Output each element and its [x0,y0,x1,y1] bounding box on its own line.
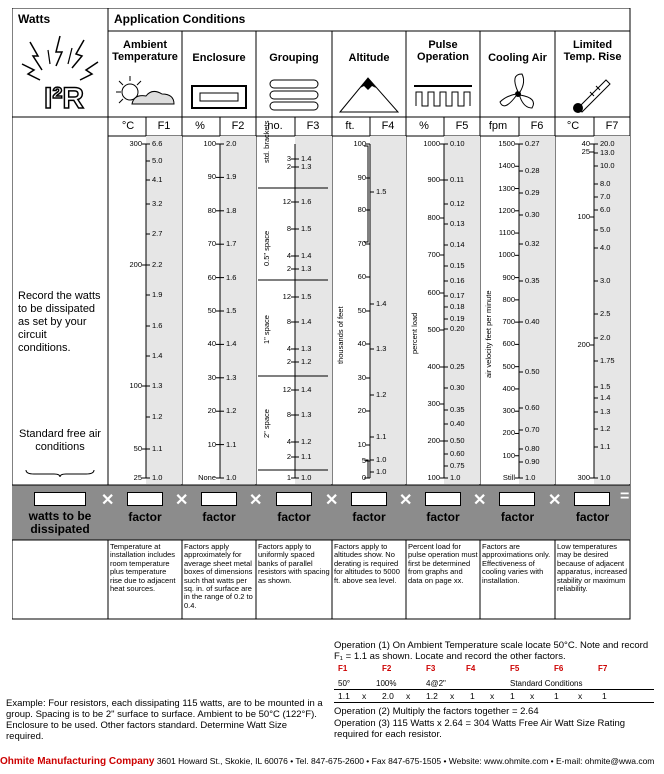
col-title-limited: Limited Temp. Rise [563,39,622,63]
scale-label: 40 [357,339,366,348]
scale-label: 1.3 [301,264,312,273]
unit-limited-f7: F7 [605,120,619,132]
scale-label: 1.6 [301,197,312,206]
scale-label: 1.3 [600,407,611,416]
scale-label: 1.5 [600,382,611,391]
scale-label: 1400 [498,161,515,171]
scale-label: 0.60 [450,449,465,458]
col-title-grouping: Grouping [269,52,319,64]
scale-label: 2.0 [226,139,237,148]
scale-label: 12 [282,385,291,394]
scale-label: 0.90 [525,457,540,466]
scale-label: 2.2 [152,260,163,269]
unit-altitude-ft: ft. [345,120,355,132]
scale-label: 90 [357,173,366,182]
col-title-altitude: Altitude [348,52,390,64]
scale-label: 0.28 [525,166,540,175]
factor-value: x [362,691,367,701]
cooling-axis-label: air velocity feet per minute [484,290,493,378]
scale-label: 0.29 [525,188,540,197]
scale-label: 700 [427,250,440,259]
scale-label: 1.1 [301,452,312,461]
scale-label: 2 [286,162,291,171]
scale-label: 900 [502,272,515,282]
scale-label: 0.35 [450,405,465,414]
scale-label: 1.3 [301,344,312,353]
scale-label: 600 [502,339,515,349]
scale-label: 20 [357,406,366,415]
scale-label: 50 [357,306,366,315]
band-two-inch: 2" space [262,409,271,438]
factor-label-f6: factor [500,510,535,524]
scale-label: 600 [427,288,440,297]
cond-standard: Standard Conditions [510,679,583,688]
scale-label: 1.3 [301,410,312,419]
scale-label: 1.0 [450,473,461,482]
col-title-pulse: Pulse Operation [417,39,469,63]
factor-value: x [530,691,535,701]
scale-label: 1.2 [226,406,237,416]
scale-label: 5.0 [600,225,611,234]
scale-label: 1200 [498,205,515,215]
scale-label: 10 [357,440,366,449]
scale-label: 1.5 [301,224,312,233]
scale-label: 1 [286,473,291,482]
col-title-cooling: Cooling Air [488,52,547,64]
factor-box-f4[interactable] [351,492,387,506]
scale-label: 6.6 [152,139,163,148]
multiply-icon: ✕ [325,492,339,509]
scale-label: 1.4 [301,317,312,326]
factor-box-f7[interactable] [574,492,610,506]
scale-label: 0.35 [525,276,540,285]
scale-label: 100 [353,139,366,148]
band-std-brackets: std. brackets [262,120,271,163]
multiply-icon: ✕ [473,492,487,509]
operation-2: Operation (2) Multiply the factors together = 2.64 [334,706,539,717]
sun-cloud-icon [112,74,180,114]
watts-input-box[interactable] [34,492,86,506]
factor-label-f3: factor [277,510,311,524]
scale-label: 20 [207,406,216,416]
unit-cooling-fpm: fpm [488,120,508,132]
scale-label: 0 [361,473,366,482]
scale-label: 2.5 [600,309,611,318]
cond-f1: 50° [338,679,351,688]
scale-label: 4 [286,437,291,446]
scale-label: 8 [286,410,291,419]
scale-label: 0.19 [450,314,465,323]
scale-label: 0.12 [450,199,465,208]
factor-label-f2: factor [202,510,236,524]
scale-label: 3 [286,154,291,163]
factor-name: F5 [510,664,520,673]
scale-label: 1.7 [226,239,237,249]
scale-label: 10 [207,439,216,449]
brace-icon [24,468,96,478]
scale-label: 25 [133,473,142,482]
scale-label: 0.10 [450,139,465,148]
factor-value: 1 [602,691,607,701]
scale-label: 1.6 [226,272,237,282]
band-one-inch: 1" space [262,315,271,344]
scale-label: 60 [207,272,216,282]
scale-label: 3.0 [600,276,611,285]
scale-label: 0.18 [450,302,465,311]
factor-name: F6 [554,664,564,673]
scale-label: 7.0 [600,192,611,201]
scale-label: 0.16 [450,276,465,285]
scale-label: 25 [581,147,590,156]
scale-label: 500 [427,325,440,334]
scale-label: 1.1 [600,442,611,451]
scale-label: 8 [286,224,291,233]
scale-label: 0.25 [450,362,465,371]
scale-label: 80 [207,205,216,215]
desc-cooling: Factors are approximations only. Effectiveness of cooling varies with installation. [482,542,551,585]
scale-label: 300 [427,399,440,408]
desc-grouping: Factors apply to uniformly spaced banks of parallel resistors with spacing as shown. [258,542,330,585]
cond-f2: 100% [376,679,397,688]
scale-label: 1.3 [376,344,387,353]
scale-label: 0.30 [525,210,540,219]
scale-label: 100 [577,212,590,221]
factor-value: x [450,691,455,701]
cond-f3: 4@2" [426,679,446,688]
factor-box-f3[interactable] [276,492,312,506]
scale-label: 1.3 [301,162,312,171]
scale-label: 1.3 [152,381,163,390]
desc-altitude: Factors apply to altitudes show. No derating is required for altitudes to 5000 ft. above sea level. [334,542,400,585]
scale-label: Still [502,473,515,482]
scale-label: 2.0 [600,333,611,342]
scale-label: 300 [577,473,590,482]
scale-label: 5.0 [152,156,163,165]
scale-label: 1.0 [301,473,312,482]
scale-label: 100 [203,139,216,148]
scale-label: 0.30 [450,383,465,392]
desc-limited: Low temperatures may be desired because of adjacent apparatus, increased stability or maximum reliability. [557,542,628,594]
factor-label-f4: factor [352,510,386,524]
scale-label: 1.0 [152,473,163,482]
watts-header: Watts [18,12,51,26]
factor-name: F1 [338,664,348,673]
scale-label: 1.4 [226,339,237,349]
scale-label: 1500 [498,139,515,148]
scale-label: 1000 [498,250,515,260]
scale-label: 30 [207,372,216,382]
scale-label: 100 [129,381,142,390]
scale-label: 1.0 [376,467,387,476]
desc-ambient: Temperature at installation includes room temperature plus temperature rise due to adjacent heat sources. [110,542,176,594]
scale-label: 1.2 [301,357,312,366]
scale-label: 1.2 [301,437,312,446]
mountain-icon [338,74,400,114]
scale-label: 4 [286,344,291,353]
factor-box-f2[interactable] [201,492,237,506]
operation-3: Operation (3) 115 Watts x 2.64 = 304 Watts Free Air Watt Size Rating required for each resistor. [334,718,626,740]
scale-label: 0.40 [525,317,540,326]
scale-label: 1.5 [226,306,237,315]
scale-label: 100 [502,450,515,460]
scale-label: 4 [286,251,291,260]
scale-label: 80 [357,205,366,214]
pulse-axis-label: percent load [410,312,419,354]
scale-label: 70 [357,239,366,248]
factor-value: 2.0 [382,691,394,701]
unit-grouping-f3: F3 [306,120,320,132]
unit-ambient-c: °C [121,120,135,132]
scale-label: 3.2 [152,199,163,208]
factor-value: x [406,691,411,701]
scale-label: 0.80 [525,444,540,453]
unit-pulse-f5: F5 [455,120,469,132]
scale-label: 1.4 [301,251,312,260]
scale-label: 1.8 [226,205,237,215]
scale-label: 200 [577,340,590,349]
scale-label: 100 [427,473,440,482]
scale-label: 1100 [498,228,515,238]
scale-label: 1.5 [301,292,312,301]
factor-calc-table [334,664,654,704]
altitude-axis-label: thousands of feet [336,306,345,364]
scale-label: 1.4 [301,385,312,394]
col-title-ambient: Ambient Temperature [112,39,178,63]
scale-label: 0.50 [450,436,465,445]
factor-value: 1 [510,691,515,701]
scale-label: 8.0 [600,179,611,188]
scale-label: 0.14 [450,240,465,249]
scale-label: 400 [427,362,440,371]
unit-enclosure-pct: % [195,120,205,132]
scale-label: 1.2 [152,412,163,421]
scale-label: 90 [207,172,216,182]
factor-label-f5: factor [426,510,460,524]
scale-label: 1.0 [600,473,611,482]
scale-label: 800 [427,213,440,222]
unit-altitude-f4: F4 [381,120,395,132]
equals-icon: = [620,488,630,505]
example-text: Example: Four resistors, each dissipating 115 watts, are to be mounted in a group. Spacing is to be 2" surface to surface. Ambient to be 50°C (122°F). Enclosure to be used. Other factors standard. Determine Watt Size required. [6,698,323,742]
unit-ambient-f1: F1 [157,120,171,132]
scale-label: 200 [502,428,515,438]
scale-label: 6.0 [600,205,611,214]
scale-label: 20.0 [600,139,615,148]
scale-label: 0.60 [525,403,540,412]
scale-label: 1.9 [226,172,237,182]
multiply-icon: ✕ [548,492,562,509]
scale-label: 1000 [423,139,440,148]
factor-name: F3 [426,664,436,673]
scale-label: 1300 [498,183,515,193]
desc-pulse: Percent load for pulse operation must first be determined from graphs and data on page xx. [408,542,478,585]
scale-label: 0.17 [450,291,465,300]
factor-label-f7: factor [575,510,610,524]
scale-label: 300 [129,139,142,148]
multiply-icon: ✕ [399,492,413,509]
scale-label: 10.0 [600,161,615,170]
scale-label: 1.75 [600,356,615,365]
scale-label: 400 [502,383,515,393]
scale-label: 0.70 [525,425,540,434]
company-address: 3601 Howard St., Skokie, IL 60076 • Tel. 847-675-2600 • Fax 847-675-1505 • Website: www.ohmite.com • E-mail: ohmite@wwa.com [156,756,655,766]
record-instruction: Record the watts to be dissipated as set by your circuit conditions. [18,290,101,354]
scale-label: 0.15 [450,261,465,270]
factor-value: x [578,691,583,701]
scale-label: 0.40 [450,419,465,428]
fan-icon [496,72,540,114]
enclosure-box-icon [190,84,248,110]
scale-label: 5 [361,456,366,465]
scale-label: 1.4 [600,393,611,402]
multiply-icon: ✕ [175,492,189,509]
footer [0,756,664,767]
scale-label: 1.4 [301,154,312,163]
scale-label: 1.9 [152,290,163,299]
factor-value: 1 [554,691,559,701]
scale-label: 1.0 [376,455,387,464]
scale-label: 2 [286,452,291,461]
scale-label: None [198,473,216,482]
unit-enclosure-f2: F2 [231,120,245,132]
desc-enclosure: Factors apply approximately for average sheet metal boxes of dimensions such that watts per sq. in. of surface are in the range of 0.2 to 0.4. [184,542,253,610]
scale-label: 70 [207,239,216,249]
scale-label: 50 [207,306,216,315]
scale-label: 1.0 [525,473,536,482]
scale-label: 12 [282,292,291,301]
scale-label: 2 [286,357,291,366]
unit-limited-c: °C [566,120,580,132]
factor-name: F4 [466,664,476,673]
scale-label: 40 [581,139,590,148]
scale-label: 40 [207,339,216,349]
scale-label: 1.1 [152,444,163,453]
scale-label: 0.20 [450,324,465,333]
factor-box-f1[interactable] [127,492,163,506]
factor-name: F7 [598,664,608,673]
i2r-lightning-icon [18,34,104,114]
unit-pulse-pct: % [419,120,429,132]
scale-label: 900 [427,175,440,184]
company-name: Ohmite Manufacturing Company [0,756,155,767]
factor-name: F2 [382,664,392,673]
scale-label: 1.0 [226,473,237,482]
scale-label: 30 [357,373,366,382]
multiply-icon: ✕ [101,492,115,509]
col-title-enclosure: Enclosure [192,52,246,64]
scale-label: 700 [502,317,515,327]
scale-label: 1.1 [376,432,387,441]
scale-label: 1.2 [376,390,387,399]
scale-label: 0.13 [450,219,465,228]
band-half-inch: 0.5" space [262,230,271,266]
scale-label: 0.32 [525,239,540,248]
standard-conditions-note: Standard free air conditions [19,428,101,453]
scale-label: 1.6 [152,321,163,330]
application-conditions-header: Application Conditions [114,12,246,26]
factor-value: 1 [470,691,475,701]
unit-cooling-f6: F6 [530,120,544,132]
factor-value: x [490,691,495,701]
scale-label: 4.1 [152,175,163,184]
scale-label: 1.4 [152,351,163,360]
scale-label: 1.1 [226,439,237,449]
scale-label: 0.27 [525,139,540,148]
scale-label: 1.5 [376,187,387,196]
scale-label: 0.11 [450,175,465,184]
scale-label: 300 [502,406,515,416]
unit-grouping-no: no. [267,120,283,132]
factor-value: 1.1 [338,691,350,701]
scale-label: 1.2 [600,424,611,433]
grouped-resistors-icon [268,78,320,112]
scale-label: 12 [282,197,291,206]
factor-value: 1.2 [426,691,438,701]
multiply-icon: ✕ [249,492,263,509]
scale-label: 0.75 [450,461,465,470]
scale-label: 200 [427,436,440,445]
scale-label: 1.4 [376,299,387,308]
derating-chart [12,8,632,620]
scale-label: 200 [129,260,142,269]
watts-to-be-dissipated-label: watts to be dissipated [28,509,92,536]
i2r-text: I²R [44,82,84,114]
pulse-wave-icon [412,82,474,110]
scale-label: 0.50 [525,367,540,376]
factor-box-f6[interactable] [499,492,535,506]
thermometer-icon [568,74,616,114]
scale-label: 60 [357,272,366,281]
scale-label: 8 [286,317,291,326]
factor-label-f1: factor [128,510,162,524]
scale-label: 2.7 [152,229,163,238]
scale-label: 800 [502,294,515,304]
operation-1: Operation (1) On Ambient Temperature scale locate 50°C. Note and record F₁ = 1.1 as shown. Locate and record the other factors. [334,640,649,662]
scale-label: 4.0 [600,243,611,252]
scale-label: 1.3 [226,372,237,382]
scale-label: 500 [502,361,515,371]
scale-label: 13.0 [600,148,615,157]
scale-label: 2 [286,264,291,273]
scale-label: 50 [133,444,142,453]
factor-box-f5[interactable] [425,492,461,506]
